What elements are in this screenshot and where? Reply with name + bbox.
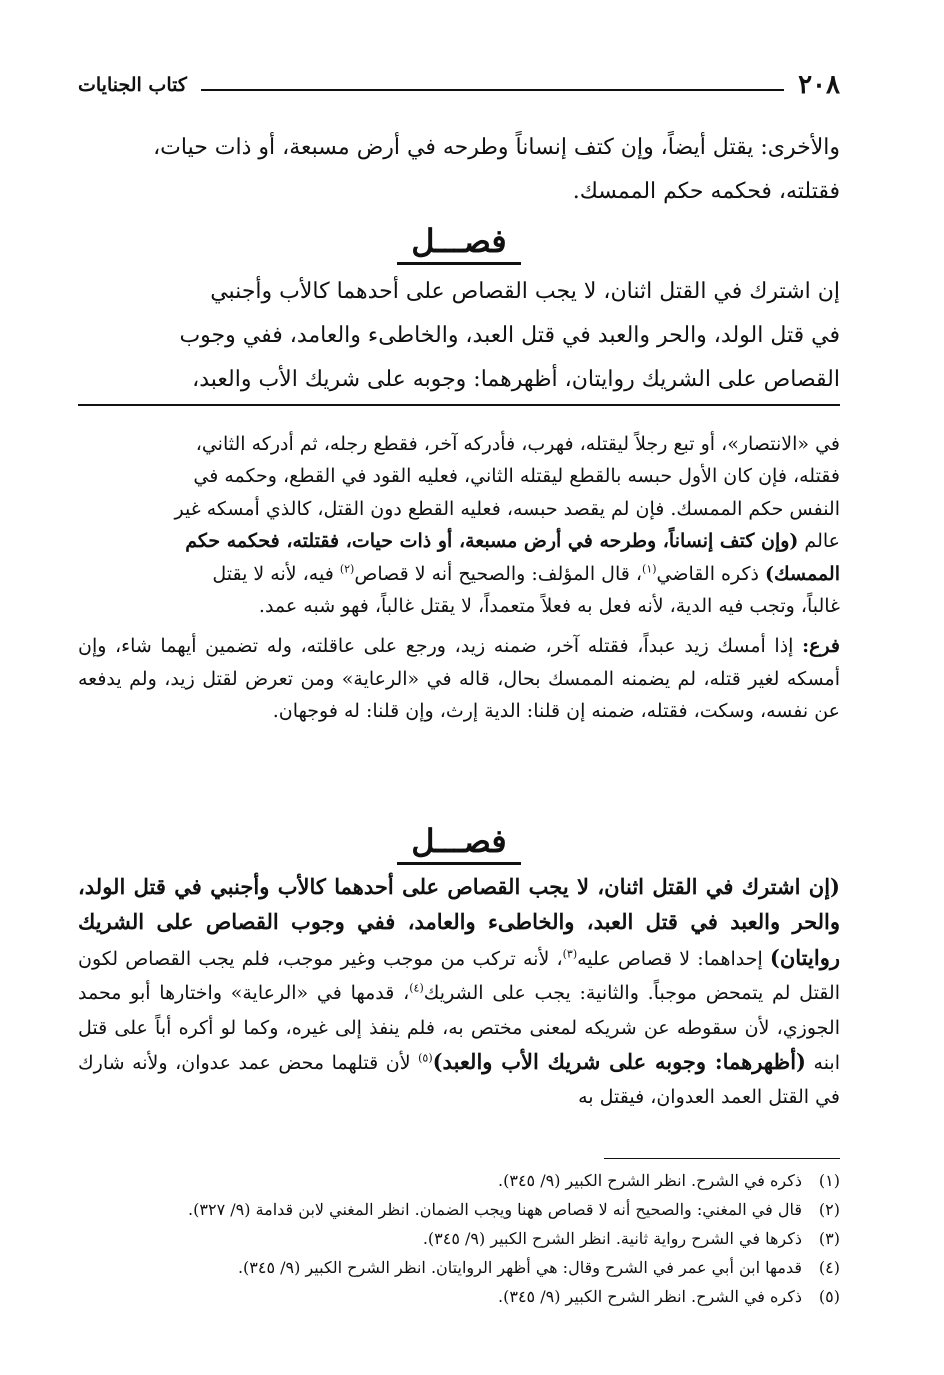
sharh-section-2 <box>78 870 840 1115</box>
sharh-text: فيه، لأنه لا يقتل <box>212 562 340 585</box>
top-matn <box>78 126 840 214</box>
footnote <box>100 1195 840 1224</box>
footnote <box>100 1282 840 1311</box>
quoted-matn: (أظهرهما: وجوبه على شريك الأب والعبد) <box>432 1049 806 1075</box>
footnote-text: ذكرها في الشرح رواية ثانية. انظر الشرح الكبير (٩/ ٣٤٥). <box>422 1229 802 1248</box>
book-title: كتاب الجنايات <box>78 74 187 96</box>
footnote-number: (٣) <box>818 1229 840 1248</box>
sharh-text: عالم <box>798 530 840 553</box>
footnote <box>100 1166 840 1195</box>
footnotes <box>100 1166 840 1311</box>
matn-paragraph <box>78 270 840 402</box>
footnote-number: (١) <box>818 1171 840 1190</box>
section-heading-2 <box>78 822 840 860</box>
quoted-matn: (إن اشترك في القتل اثنان، لا يجب القصاص على أحدهما كالأب وأجنبي في قتل الولد، والحر والعبد في قتل العبد، والخاطىء والعامد، ففي وجوب القصاص على الشريك روايتان) <box>78 874 840 970</box>
matn-line: في قتل الولد، والحر والعبد في قتل العبد، والخاطىء والعامد، ففي وجوب <box>179 323 840 348</box>
section-heading-text: فصـــل <box>397 822 520 865</box>
page-header <box>78 68 840 102</box>
matn-divider <box>78 404 840 406</box>
sharh-line: فقتله، فإن كان الأول حبسه بالقطع ليقتله الثاني، فعليه القود في القطع، وحكمه في <box>193 465 840 488</box>
sharh-text: إحداهما: لا قصاص عليه <box>577 947 770 970</box>
footnote-ref[interactable]: (٥) <box>418 1051 433 1065</box>
footnote-text: ذكره في الشرح. انظر الشرح الكبير (٩/ ٣٤٥). <box>498 1287 802 1306</box>
sharh-line: غالباً، وتجب فيه الدية، لأنه فعل به فعلاً متعمداً، لا يقتل غالباً، فهو شبه عمد. <box>258 595 840 618</box>
matn-line: فقتلته، فحكمه حكم الممسك. <box>572 179 840 204</box>
matn-line: إن اشترك في القتل اثنان، لا يجب القصاص على أحدهما كالأب وأجنبي <box>210 279 840 304</box>
sharh-line <box>78 525 840 557</box>
far-text: إذا أمسك زيد عبداً، فقتله آخر، ضمنه زيد، ورجع على عاقلته، وله تضمين أيهما شاء، وإن أمسكه لغير قتله، لم يضمنه الممسك بحال، قاله في «الرعاية» ومن تعرض لقتل زيد، ولم يدفعه عن نفسه، وسكت، فقتله، ضمنه إن قلنا: الدية إرث، وإن قلنا: له فوجهان. <box>78 635 840 723</box>
footnote-ref[interactable]: (١) <box>642 562 657 576</box>
footnote-number: (٢) <box>818 1200 840 1219</box>
footnote-ref[interactable]: (٢) <box>339 562 355 576</box>
matn-line: القصاص على الشريك روايتان، أظهرهما: وجوبه على شريك الأب والعبد، <box>192 367 840 392</box>
sharh-line: في «الانتصار»، أو تبع رجلاً ليقتله، فهرب، فأدركه آخر، فقطع رجله، ثم أدركه الثاني، <box>195 433 840 455</box>
quoted-matn: (وإن كتف إنساناً، وطرحه في أرض مسبعة، أو ذات حيات، فقتلته، فحكمه حكم <box>185 530 799 553</box>
sharh-line <box>78 558 840 590</box>
sharh-text: ، قدمها في «الرعاية» واختارها أبو محمد الجوزي، لأن سقوطه عن شريكه لمعنى مختص به، فلم ينفذ إلى غيره، وكما لو أكره أباً على قتل ابنه <box>78 982 840 1075</box>
sharh-section-1 <box>78 428 840 728</box>
section-heading <box>78 222 840 260</box>
sharh-text: ، لأنه تركب من موجب وغير موجب، فلم يجب القصاص لكون القتل لم يتمحض موجباً. والثانية: يجب على الشريك <box>78 947 840 1005</box>
quoted-matn: الممسك) <box>765 562 840 585</box>
footnote-divider <box>604 1158 840 1159</box>
header-rule <box>201 89 784 91</box>
footnote <box>100 1253 840 1282</box>
matn-line: والأخرى: يقتل أيضاً، وإن كتف إنساناً وطرحه في أرض مسبعة، أو ذات حيات، <box>153 135 840 160</box>
section-heading-text: فصـــل <box>397 222 520 265</box>
sharh-line: النفس حكم الممسك. فإن لم يقصد حبسه، فعليه القطع دون القتل، كالذي أمسكه غير <box>174 497 840 520</box>
footnote-ref[interactable]: (٣) <box>562 947 578 961</box>
footnote-number: (٥) <box>818 1287 840 1306</box>
sharh-text: ذكره القاضي <box>656 562 765 585</box>
sharh-paragraph <box>78 870 840 1115</box>
footnote-text: قال في المغني: والصحيح أنه لا قصاص ههنا ويجب الضمان. انظر المغني لابن قدامة (٩/ ٣٢٧). <box>188 1200 802 1219</box>
far-label: فرع: <box>802 635 840 658</box>
footnote-ref[interactable]: (٤) <box>409 981 424 995</box>
footnote-number: (٤) <box>818 1258 840 1277</box>
sharh-text: لأن قتلهما محض عمد عدوان، ولأنه شارك في القتل العمد العدوان، فيقتل به <box>78 1052 840 1109</box>
page-number: ٢٠٨ <box>798 70 840 100</box>
footnote <box>100 1224 840 1253</box>
footnote-text: ذكره في الشرح. انظر الشرح الكبير (٩/ ٣٤٥). <box>498 1171 802 1190</box>
far-paragraph <box>78 630 840 727</box>
sharh-text: ، قال المؤلف: والصحيح أنه لا قصاص <box>354 562 643 585</box>
footnote-text: قدمها ابن أبي عمر في الشرح وقال: هي أظهر الروايتان. انظر الشرح الكبير (٩/ ٣٤٥). <box>237 1258 802 1277</box>
